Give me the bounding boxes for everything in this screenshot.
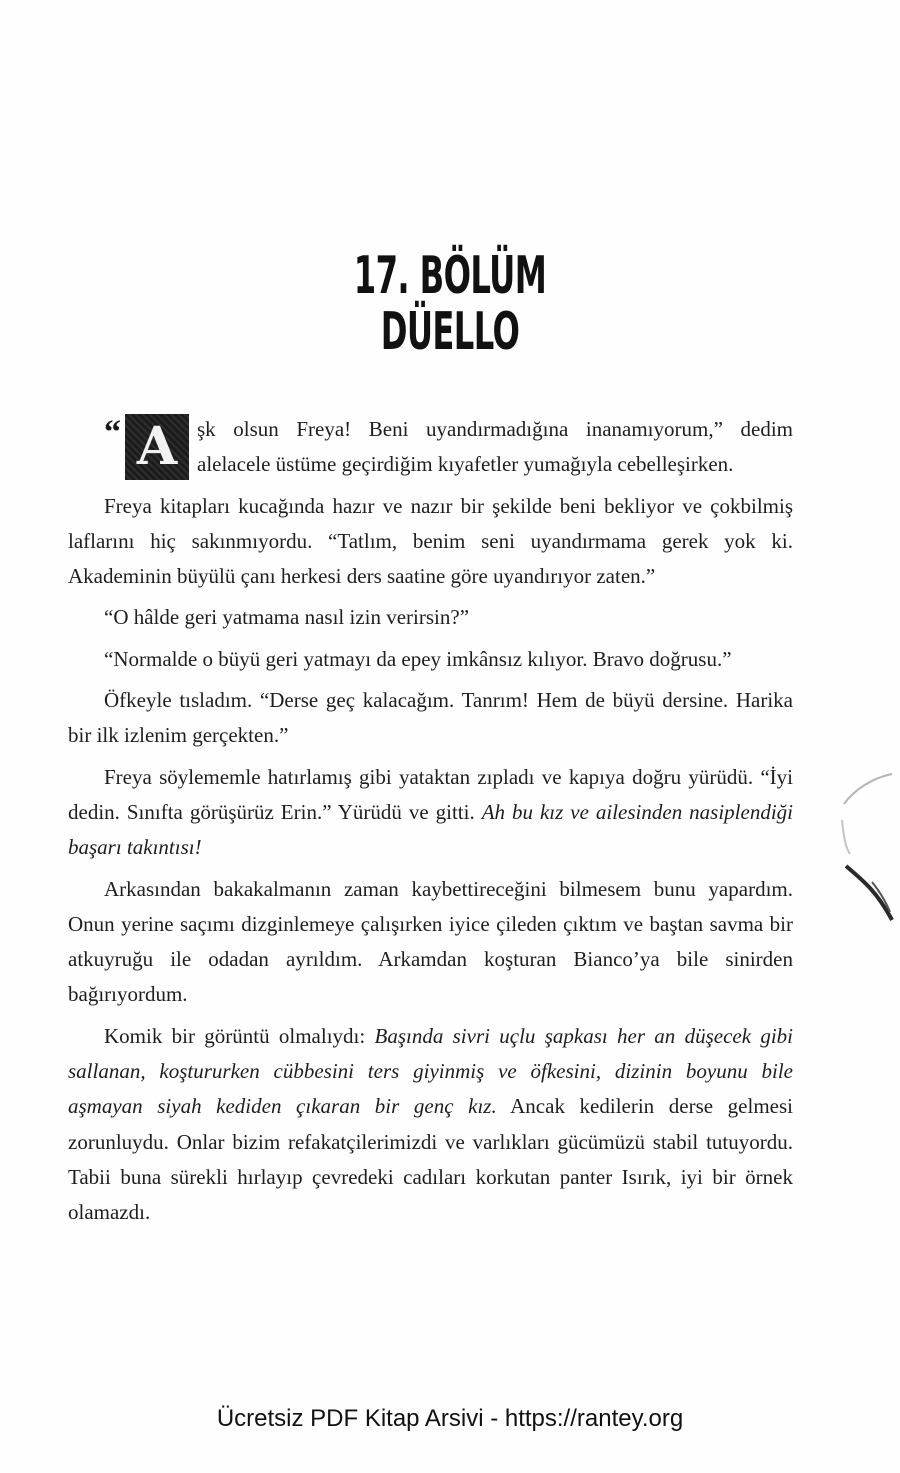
paragraph-text: Arkasından bakakalmanın zaman kaybettireceğini bilmesem bunu yapardım. Onun yerine saçımı dizginlemeye çalışırken iyice çileden çıktım ve baştan savma bir atkuyruğu ile odadan ayrıldım. Arkamdan koşturan Bianco’ya bile sinirden bağırıyordum. [68, 876, 793, 1007]
paragraph-text: Öfkeyle tısladım. “Derse geç kalacağım. Tanrım! Hem de büyü dersine. Harika bir ilk izlenim gerçekten.” [68, 688, 793, 748]
opening-paragraph [68, 412, 793, 483]
paragraph-text: “O hâlde geri yatmama nasıl izin verirsin?” [104, 605, 470, 630]
drop-cap-letter: A [125, 414, 189, 480]
paragraph [68, 1019, 793, 1231]
opening-quote-mark: “ [104, 414, 121, 451]
paragraph [68, 760, 793, 866]
paragraph-text: Komik bir görüntü olmalıydı: [104, 1023, 366, 1048]
paragraph-text: Freya söylememle hatırlamış gibi yataktan zıpladı ve kapıya doğru yürüdü. “İyi dedin. Sınıfta görüşürüz Erin.” Yürüdü ve gitti. [68, 764, 793, 824]
paragraph [68, 872, 793, 1013]
opening-text: şk olsun Freya! Beni uyandırmadığına inanamıyorum,” dedim alelacele üstüme geçirdiğim kıyafetler yumağıyla cebelleşirken. [197, 417, 793, 477]
paragraph-text: “Normalde o büyü geri yatmayı da epey imkânsız kılıyor. Bravo doğrusu.” [104, 646, 732, 671]
paragraph-text: Freya kitapları kucağında hazır ve nazır bir şekilde beni bekliyor ve çokbilmiş laflarını hiç sakınmıyordu. “Tatlım, benim seni uyandırmama gerek yok ki. Akademinin büyülü çanı herkesi ders saatine göre uyandırıyor zaten.” [68, 493, 793, 589]
paragraph [68, 642, 793, 677]
footer-watermark: Ücretsiz PDF Kitap Arsivi - https://rantey.org [216, 1405, 684, 1432]
paragraph [68, 600, 793, 635]
chapter-title: DÜELLO [380, 302, 520, 362]
paragraph-italic-text: Başında sivri uçlu şapkası her an düşecek gibi sallanan, koştururken cübbesini ters giyinmiş ve öfkesini, dizinin boyunu bile aşmayan siyah kediden çıkaran bir genç kız. [68, 1023, 793, 1119]
paragraph-italic-text: Ah bu kız ve ailesinden nasiplendiği başarı takıntısı! [68, 799, 793, 860]
scan-edge-artifact [832, 770, 900, 930]
paragraph-text-after: Ancak kedilerin derse gelmesi zorunluydu. Onlar bizim refakatçilerimizdi ve varlıkları gücümüzü stabil tutuyordu. Tabii buna sürekli hırlayıp çevredeki cadıları korkutan panter Isırık, iyi bir örnek olamazdı. [68, 1094, 793, 1225]
chapter-text [68, 412, 793, 1237]
chapter-number: 17. BÖLÜM [353, 246, 547, 306]
paragraph [68, 489, 793, 595]
paragraph [68, 683, 793, 754]
